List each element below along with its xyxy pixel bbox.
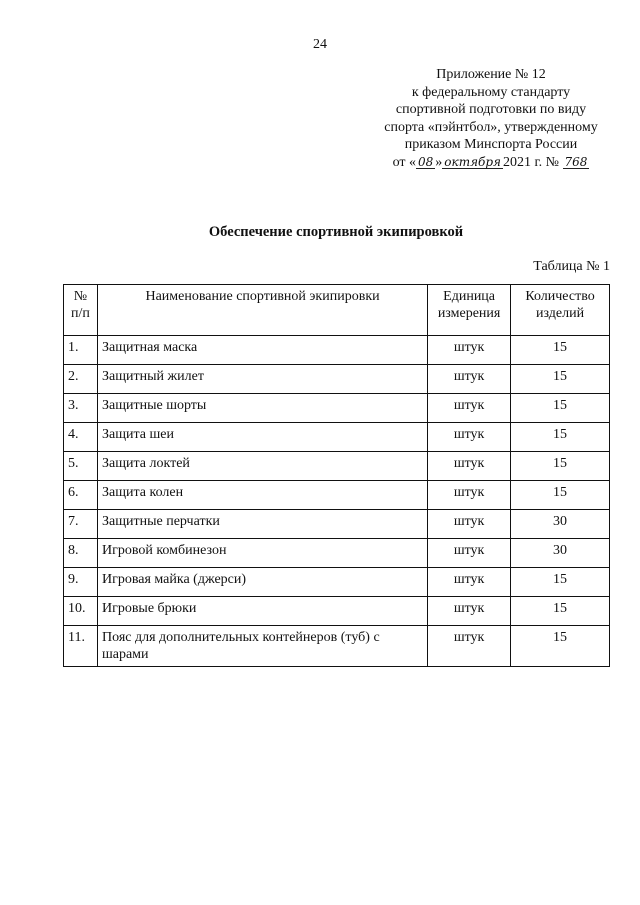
cell-unit: штук <box>428 568 511 597</box>
cell-unit: штук <box>428 394 511 423</box>
cell-qty: 15 <box>511 626 610 667</box>
cell-unit: штук <box>428 365 511 394</box>
cell-name: Защита колен <box>97 481 427 510</box>
cell-qty: 15 <box>511 365 610 394</box>
cell-num: 11. <box>64 626 98 667</box>
cell-qty: 15 <box>511 394 610 423</box>
cell-name: Игровая майка (джерси) <box>97 568 427 597</box>
cell-name: Защитные шорты <box>97 394 427 423</box>
cell-unit: штук <box>428 510 511 539</box>
cell-qty: 15 <box>511 336 610 365</box>
cell-name: Игровой комбинезон <box>97 539 427 568</box>
cell-qty: 15 <box>511 481 610 510</box>
cell-name: Защитная маска <box>97 336 427 365</box>
cell-qty: 15 <box>511 597 610 626</box>
table-row <box>64 336 610 365</box>
equipment-table <box>63 284 610 667</box>
cell-unit: штук <box>428 336 511 365</box>
cell-qty: 30 <box>511 510 610 539</box>
appendix-line-3: спортивной подготовки по виду <box>395 102 587 117</box>
cell-qty: 15 <box>511 568 610 597</box>
handwritten-day: 08 <box>418 154 434 169</box>
table-caption: Таблица № 1 <box>533 259 610 274</box>
table-row <box>64 539 610 568</box>
table-row <box>64 394 610 423</box>
cell-num: 7. <box>64 510 98 539</box>
cell-num: 3. <box>64 394 98 423</box>
cell-name: Защита локтей <box>97 452 427 481</box>
cell-name: Защитный жилет <box>97 365 427 394</box>
table-row <box>64 568 610 597</box>
cell-num: 8. <box>64 539 98 568</box>
cell-unit: штук <box>428 626 511 667</box>
cell-unit: штук <box>428 452 511 481</box>
table-row <box>64 510 610 539</box>
header-name: Наименование спортивной экипировки <box>97 285 427 336</box>
handwritten-month: октября <box>444 154 501 169</box>
cell-num: 1. <box>64 336 98 365</box>
header-unit: Единица измерения <box>428 285 511 336</box>
header-num: № п/п <box>64 285 98 336</box>
cell-name: Пояс для дополнительных контейнеров (туб) с шарами <box>97 626 427 667</box>
cell-num: 6. <box>64 481 98 510</box>
header-qty: Количество изделий <box>511 285 610 336</box>
appendix-line-1: Приложение № 12 <box>436 67 546 82</box>
cell-unit: штук <box>428 597 511 626</box>
table-row <box>64 365 610 394</box>
date-year-suffix: 2021 г. № <box>502 154 559 170</box>
cell-num: 10. <box>64 597 98 626</box>
cell-num: 4. <box>64 423 98 452</box>
appendix-line-5: приказом Минспорта России <box>404 137 578 152</box>
table-body <box>64 336 610 667</box>
cell-num: 5. <box>64 452 98 481</box>
cell-num: 9. <box>64 568 98 597</box>
document-title: Обеспечение спортивной экипировкой <box>208 224 464 240</box>
date-prefix: от « <box>392 154 417 170</box>
page-number: 24 <box>313 37 327 52</box>
appendix-line-4: спорта «пэйнтбол», утвержденному <box>384 119 598 135</box>
cell-qty: 30 <box>511 539 610 568</box>
appendix-block <box>355 66 627 171</box>
table-header-row <box>64 285 610 336</box>
cell-unit: штук <box>428 539 511 568</box>
date-mid: » <box>435 154 443 170</box>
cell-num: 2. <box>64 365 98 394</box>
table-row <box>64 597 610 626</box>
cell-name: Игровые брюки <box>97 597 427 626</box>
cell-qty: 15 <box>511 452 610 481</box>
cell-name: Защита шеи <box>97 423 427 452</box>
appendix-line-2: к федеральному стандарту <box>411 84 571 100</box>
table-row <box>64 452 610 481</box>
table-row <box>64 626 610 667</box>
appendix-date-line <box>355 154 627 172</box>
cell-unit: штук <box>428 481 511 510</box>
handwritten-order-number: 768 <box>564 154 588 169</box>
cell-unit: штук <box>428 423 511 452</box>
cell-qty: 15 <box>511 423 610 452</box>
table-row <box>64 423 610 452</box>
cell-name: Защитные перчатки <box>97 510 427 539</box>
table-row <box>64 481 610 510</box>
